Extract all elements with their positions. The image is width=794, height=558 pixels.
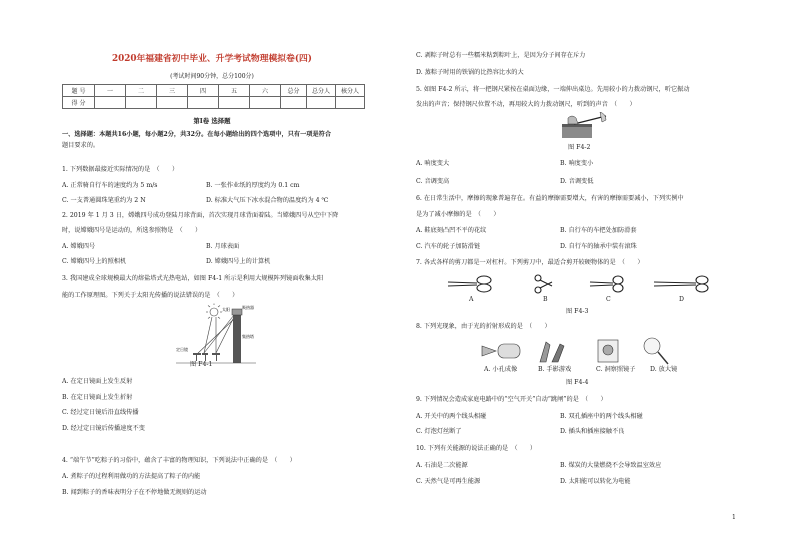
q2-option-c: C. 嫦娥四号上的照相机 <box>62 258 127 265</box>
q2-stem-line-2: 时，说嫦娥四号是运动的，所选参照物是 （ ） <box>62 227 202 234</box>
fig-label-sun: 太阳 <box>222 307 230 312</box>
q2-option-d: D. 嫦娥四号上的计算机 <box>206 258 271 265</box>
score-table-header-row <box>63 85 365 97</box>
score-input-cell <box>281 97 307 109</box>
q8-label-c: C. 洞察照镜子 <box>596 366 636 373</box>
q9-stem: 9. 下列情况会造成家庭电路中的“空气开关”自动“跳闸”的是 （ ） <box>416 396 607 403</box>
fig-f4-2-caption: 图 F4-2 <box>568 144 591 151</box>
q8-stem: 8. 下列光现象，由于光的折射形成的是 （ ） <box>416 323 551 330</box>
q5-option-d: D. 音调变低 <box>560 178 594 185</box>
score-input-cell <box>336 97 365 109</box>
q1-option-b: B. 一张作业纸的厚度约为 0.1 cm <box>206 182 300 189</box>
score-cell: 核分人 <box>336 85 365 97</box>
score-cell: 总分人 <box>307 85 336 97</box>
score-cell: 得 分 <box>63 97 95 109</box>
page-number: 1 <box>732 514 736 521</box>
fig-f4-1-caption: 图 F4-1 <box>190 361 213 368</box>
q3-option-d: D. 经过定日镜后传播速度不变 <box>62 425 145 432</box>
q3-stem-line-2: 能的工作原理图。下列关于太阳光传播的说法错误的是 （ ） <box>62 292 239 299</box>
q6-stem-line-1: 6. 在日常生活中，摩擦的现象普遍存在。有益的摩擦需要增大，有害的摩擦需要减小，下列实例中 <box>416 195 684 202</box>
q5-stem-line-1: 5. 如图 F4-2 所示，将一把钢尺紧按在桌面边缘，一端伸出桌边。先用较小的力拨动钢尺，听它振动 <box>416 86 690 93</box>
q8-label-a: A. 小孔成像 <box>484 366 518 373</box>
q10-option-a: A. 石油是二次能源 <box>416 462 468 469</box>
score-cell: 二 <box>126 85 157 97</box>
fig-f4-3-caption: 图 F4-3 <box>566 308 589 315</box>
q1-stem: 1. 下列数据最接近实际情况的是 （ ） <box>62 166 179 173</box>
q7-label-d: D <box>679 296 684 303</box>
score-input-cell <box>307 97 336 109</box>
fig-f4-4-caption: 图 F4-4 <box>566 379 589 386</box>
tower-shape <box>233 311 241 363</box>
fig-label-receiver: 吸热器 <box>242 305 254 310</box>
q2-option-a: A. 嫦娥四号 <box>62 243 96 250</box>
score-cell: 四 <box>188 85 219 97</box>
q6-stem-line-2: 是为了减小摩擦的是 （ ） <box>416 211 500 218</box>
score-input-cell <box>95 97 126 109</box>
score-cell: 三 <box>157 85 188 97</box>
q4-option-d: D. 蒸粽子时用的铁锅的比热容比水的大 <box>416 69 524 76</box>
light-phenomena-figure <box>480 336 680 366</box>
score-cell: 五 <box>219 85 250 97</box>
score-input-cell <box>250 97 281 109</box>
score-table <box>62 84 365 109</box>
q7-stem: 7. 各式各样的剪刀都是一对杠杆。下列剪刀中，最适合剪开较硬物体的是 （ ） <box>416 259 644 266</box>
q10-option-b: B. 煤炭的大量燃烧不会导致温室效应 <box>560 462 662 469</box>
q2-option-b: B. 月球表面 <box>206 243 240 250</box>
q1-option-a: A. 正常骑自行车的速度约为 5 m/s <box>62 182 158 189</box>
fig-label-tower: 集热塔 <box>242 334 254 339</box>
instructions-line-1: 一、选择题：本题共16小题，每小题2分，共32分。在每小题给出的四个选项中，只有一项是符合 <box>62 131 332 138</box>
score-cell: 六 <box>250 85 281 97</box>
instructions-line-2: 题目要求的。 <box>62 142 100 149</box>
q5-option-a: A. 响度变大 <box>416 160 450 167</box>
q4-stem: 4. “端午节”吃粽子的习俗中，蕴含了丰富的物理知识，下列说法中正确的是 （ ） <box>62 457 296 464</box>
q9-option-a: A. 开关中的两个线头相碰 <box>416 413 487 420</box>
q6-option-b: B. 自行车的车把处加防滑套 <box>560 227 637 234</box>
light-phenomena-pictures <box>480 336 680 366</box>
q4-option-b: B. 闻到粽子的香味表明分子在不停地做无规则的运动 <box>62 489 207 496</box>
q5-option-c: C. 音调变高 <box>416 178 450 185</box>
q3-option-b: B. 在定日镜面上发生折射 <box>62 394 133 401</box>
q2-stem-line-1: 2. 2019 年 1 月 3 日，嫦娥四号成功登陆月球背面，首次实现月球背面着陆。当嫦娥四号从空中下降 <box>62 212 339 219</box>
q1-option-d: D. 标准大气压下冰水混合物的温度约为 4 ℃ <box>206 197 329 204</box>
q6-option-d: D. 自行车的轴承中装有滚珠 <box>560 243 637 250</box>
solar-tower-figure <box>176 303 256 373</box>
q5-option-b: B. 响度变小 <box>560 160 594 167</box>
exam-title: 2020年福建省初中毕业、升学考试物理模拟卷(四) <box>112 54 312 64</box>
score-cell: 总分 <box>281 85 307 97</box>
q7-label-c: C <box>606 296 611 303</box>
score-input-cell <box>126 97 157 109</box>
scissors-figure <box>440 270 720 298</box>
q4-option-a: A. 煮粽子的过程利用做功的方法提高了粽子的内能 <box>62 473 201 480</box>
score-input-cell <box>157 97 188 109</box>
q9-option-c: C. 灯泡灯丝断了 <box>416 428 462 435</box>
q6-option-c: C. 汽车的轮子加防滑链 <box>416 243 481 250</box>
q10-stem: 10. 下列有关能源的说法正确的是 （ ） <box>416 445 537 452</box>
scissors-pictures <box>440 270 720 298</box>
q5-stem-line-2: 发出的声音；保持钢尺位置不动，再用较大的力拨动钢尺，听到的声音 （ ） <box>416 101 636 108</box>
solar-tower-diagram <box>176 303 256 373</box>
ruler-figure <box>560 112 612 142</box>
q8-label-b: B. 手影游戏 <box>538 366 572 373</box>
fig-label-mirror: 定日镜 <box>176 347 188 352</box>
score-cell: 题 号 <box>63 85 95 97</box>
q4-option-c: C. 剥粽子时总有一些糯米粘到粽叶上，是因为分子间存在斥力 <box>416 52 586 59</box>
score-table-score-row <box>63 97 365 109</box>
q9-option-b: B. 双孔插座中的两个线头相碰 <box>560 413 643 420</box>
q10-option-d: D. 太阳能可以转化为电能 <box>560 478 631 485</box>
q3-option-c: C. 经过定日镜后沿直线传播 <box>62 409 139 416</box>
score-input-cell <box>188 97 219 109</box>
score-input-cell <box>219 97 250 109</box>
q10-option-c: C. 天然气是可再生能源 <box>416 478 481 485</box>
q3-option-a: A. 在定日镜面上发生反射 <box>62 378 133 385</box>
q7-label-b: B <box>543 296 548 303</box>
section-title: 第Ⅰ卷 选择题 <box>193 117 231 125</box>
score-cell: 一 <box>95 85 126 97</box>
q7-label-a: A <box>469 296 474 303</box>
q3-stem-line-1: 3. 我国建成全球规模最大的熔盐塔式光热电站，如图 F4-1 所示是利用大规模阵列镜面收集太阳 <box>62 275 324 282</box>
q6-option-a: A. 鞋底刻凸凹不平的花纹 <box>416 227 487 234</box>
exam-subtitle: (考试时间90分钟，总分100分) <box>170 73 254 80</box>
q1-option-c: C. 一支普通圆珠笔重约为 2 N <box>62 197 146 204</box>
ruler-on-desk-picture <box>560 112 612 142</box>
q9-option-d: D. 插头和插座接触不良 <box>560 428 625 435</box>
q8-label-d: D. 放大镜 <box>650 366 678 373</box>
